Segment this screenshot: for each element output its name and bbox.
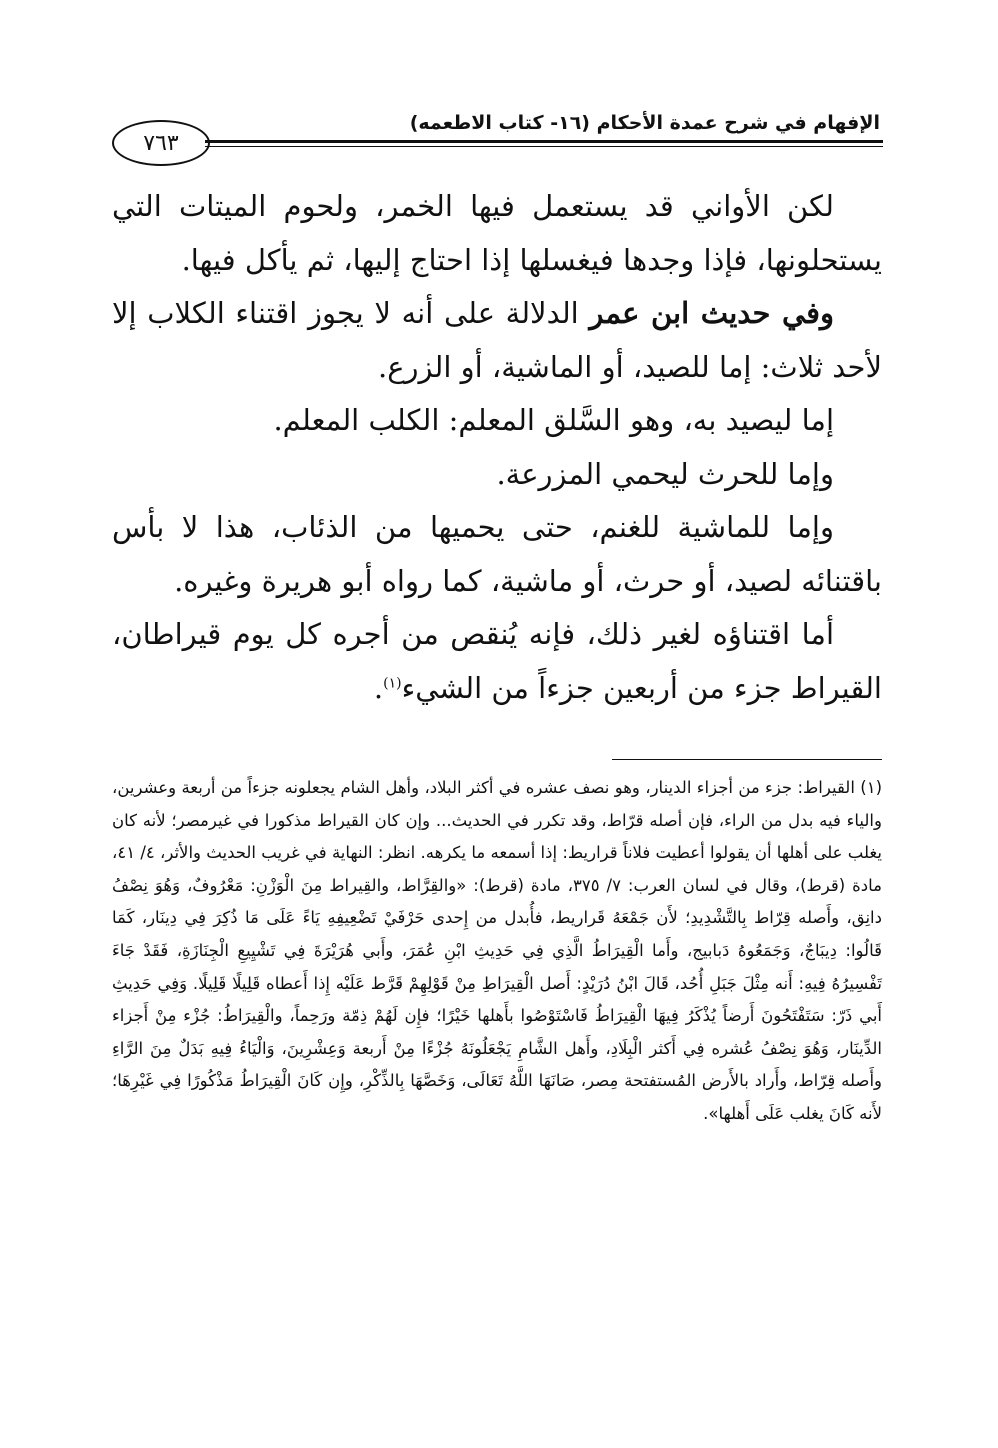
paragraph-6 bbox=[112, 608, 882, 715]
footnote-separator bbox=[612, 759, 882, 760]
paragraph-6-end: . bbox=[373, 670, 384, 705]
header-rule-thin bbox=[205, 146, 883, 147]
page-number: ٧٦٣ bbox=[112, 120, 210, 166]
paragraph-1: لكن الأواني قد يستعمل فيها الخمر، ولحوم الميتات التي يستحلونها، فإذا وجدها فيغسلها إذا احتاج إليها، ثم يأكل فيها. bbox=[112, 189, 882, 277]
hadith-reference: وفي حديث ابن عمر bbox=[589, 296, 834, 330]
paragraph-3: إما ليصيد به، وهو السَّلق المعلم: الكلب المعلم. bbox=[273, 403, 834, 437]
paragraph-2 bbox=[112, 287, 882, 394]
header-rule-thick bbox=[205, 140, 883, 143]
paragraph-2-text: الدلالة على أنه لا يجوز اقتناء الكلاب إلا لأحد ثلاث: إما للصيد، أو الماشية، أو الزرع. bbox=[112, 296, 882, 384]
footnotes bbox=[112, 772, 882, 1131]
paragraph-5: وإما للماشية للغنم، حتى يحميها من الذئاب، هذا لا بأس باقتنائه لصيد، أو حرث، أو ماشية، كما رواه أبو هريرة وغيره. bbox=[112, 510, 882, 598]
paragraph-4: وإما للحرث ليحمي المزرعة. bbox=[496, 456, 834, 491]
running-title: الإفهام في شرح عمدة الأحكام (١٦- كتاب الاطعمه) bbox=[409, 112, 880, 134]
paragraph-6-text: أما اقتناؤه لغير ذلك، فإنه يُنقص من أجره كل يوم قيراطان، القيراط جزء من أربعين جزءاً من الشيء bbox=[112, 617, 882, 705]
footnote-1: (١) القيراط: جزء من أجزاء الدينار، وهو نصف عشره في أكثر البلاد، وأهل الشام يجعلونه جزءاً من أربعة وعشرين، والياء فيه بدل من الراء، فإن أصله قرّاط، وقد تكرر في الحديث... وإن كان القيراط مذكورا في غيرمصر؛ لأنه كان يغلب على أهلها أن يقولوا أعطيت فلاناً قراريط: إذا أسمعه ما يكرهه. انظر: النهاية في غريب الحديث والأثر، ٤/ ٤١، مادة (قرط)، وقال في لسان العرب: ٧/ ٣٧٥، مادة (قرط): «والقِرَّاط، والقِيراط مِنَ الْوَزْنِ: مَعْرُوفٌ، وَهُوَ نِصْفُ دانِق، وأَصله قِرّاط بِالتَّشْدِيدِ؛ لأَن جَمْعَهُ قَراريط، فأُبدل من إِحدى حَرْفَيْ تَضْعِيفِهِ يَاءً عَلَى مَا ذُكِرَ فِي دِينَار، كَمَا قَالُوا: دِيبَاجٌ، وَجَمَعُوهُ دَبابيج، وأَما الْقِيرَاطُ الَّذِي فِي حَدِيثِ ابْنِ عُمَرَ، وأَبي هُرَيْرَةَ فِي تَشْيِيعِ الْجِنَازَةِ، فَقَدْ جَاءَ تَفْسِيرُهُ فِيهِ: أَنه مِثْلَ جَبَلِ أُحُد، قَالَ ابْنُ دُرَيْدٍ: أَصل الْقِيرَاطِ مِنْ قَوْلِهِمْ قَرَّط عَلَيْه إِذا أَعطاه قَلِيلًا قَلِيلًا. وَفِي حَدِيثِ أَبي ذَرّ: سَتَفْتَحُونَ أَرضاً يُذْكَرُ فِيهَا الْقِيرَاطُ فَاسْتَوْصُوا بأَهلها خَيْرًا؛ فإِن لَهُمْ ذِمّة ورَحِماً، والْقِيرَاطُ: جُزْء مِنْ أَجزاء الدِّينَار، وَهُوَ نِصْفُ عُشره فِي أَكثر الْبِلَادِ، وأَهل الشَّامِ يَجْعَلُونَهُ جُزْءًا مِنْ أَربعة وَعِشْرِينَ، وَالْيَاءُ فِيهِ بَدَلٌ مِنَ الرَّاءِ وأَصله قِرّاط، وأَراد بالأَرض المُستفتحة مِصر، صَانَهَا اللَّهُ تَعَالَى، وَخَصَّهَا بِالذِّكْرِ، وإِن كَانَ الْقِيرَاطُ مَذْكُورًا فِي غَيْرِهَا؛ لأَنه كَانَ يغلب عَلَى أَهلها». bbox=[112, 778, 883, 1123]
footnote-marker: (١) bbox=[383, 674, 402, 691]
main-text bbox=[112, 180, 882, 715]
